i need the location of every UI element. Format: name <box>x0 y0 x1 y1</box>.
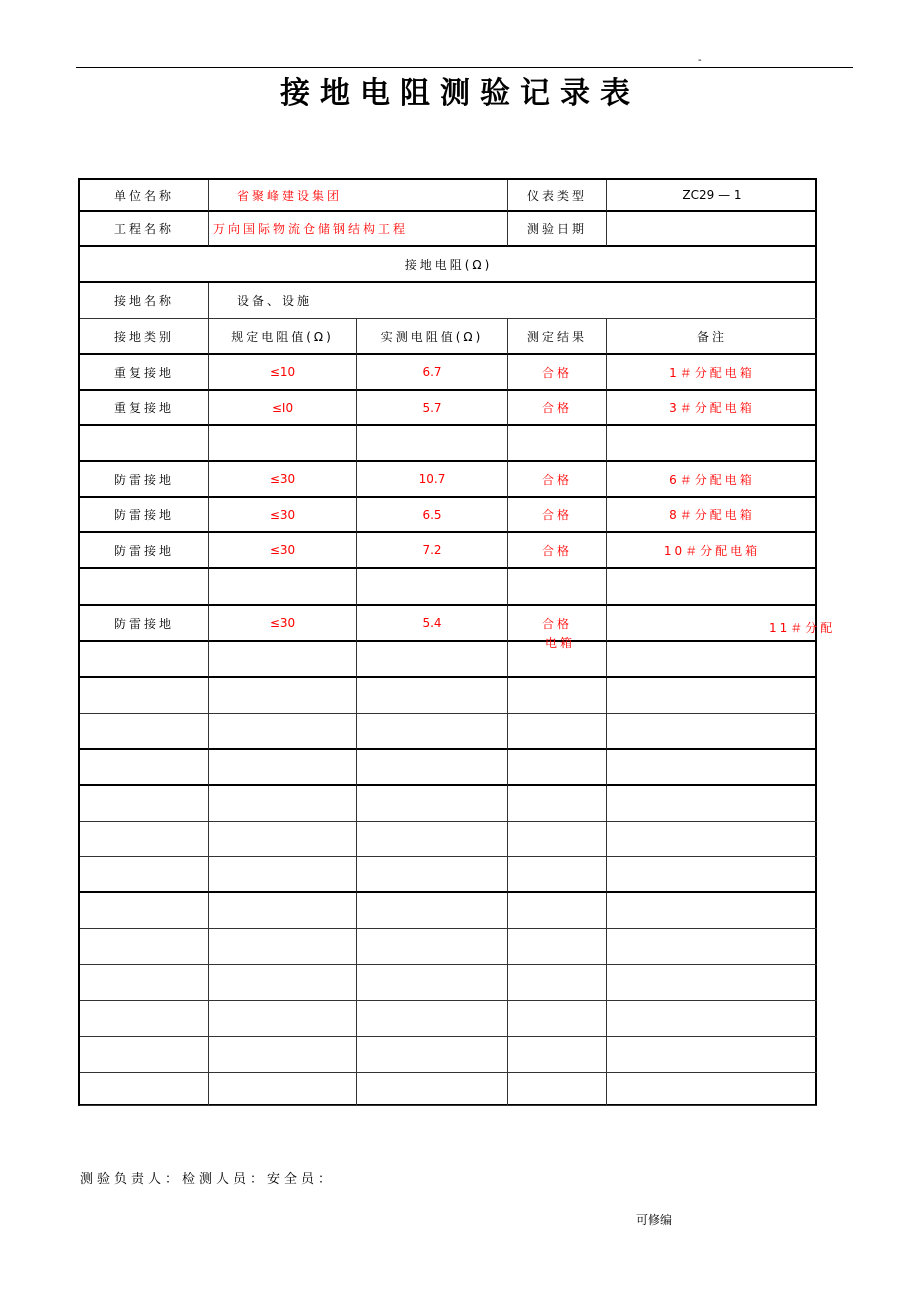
cell-remark <box>607 965 817 1001</box>
cell-result <box>508 965 607 1001</box>
cell-remark <box>607 1073 817 1106</box>
cell-measured <box>357 678 508 714</box>
cell-category <box>80 1073 209 1106</box>
cell-category <box>80 965 209 1001</box>
cell-required <box>209 965 357 1001</box>
cell-measured <box>357 498 508 533</box>
cell-required <box>209 355 357 391</box>
cell-required <box>209 857 357 893</box>
page-title: 接地电阻测验记录表 <box>280 76 640 111</box>
cell-remark-text: 3＃分配电箱 <box>669 401 755 415</box>
cell-required <box>209 786 357 822</box>
section-title <box>80 247 817 283</box>
cell-required <box>209 714 357 750</box>
cell-required <box>209 391 357 426</box>
cell-required <box>209 426 357 462</box>
cell-category <box>80 786 209 822</box>
cell-result <box>508 498 607 533</box>
cell-result-text: 合格 <box>541 401 572 415</box>
cell-required <box>209 569 357 606</box>
cell-required <box>209 462 357 498</box>
date-value <box>607 212 817 247</box>
column-header <box>80 319 209 355</box>
cell-required <box>209 1073 357 1106</box>
cell-remark-text: 6＃分配电箱 <box>669 472 755 487</box>
cell-measured <box>357 965 508 1001</box>
cell-category <box>80 462 209 498</box>
ground-name-label-text: 接地名称 <box>113 294 174 308</box>
unit-label <box>80 180 209 212</box>
cell-result <box>508 893 607 929</box>
ground-name-value-text: 设备、设施 <box>237 294 313 308</box>
project-label <box>80 212 209 247</box>
cell-result <box>508 822 607 857</box>
cell-category <box>80 929 209 965</box>
unit-value-text: 省聚峰建设集团 <box>237 188 343 203</box>
cell-result <box>508 462 607 498</box>
cell-result <box>508 1037 607 1073</box>
cell-required <box>209 1037 357 1073</box>
cell-required-text: ≤30 <box>269 616 296 630</box>
cell-category <box>80 642 209 678</box>
cell-remark <box>607 857 817 893</box>
column-header-text: 实测电阻值(Ω) <box>380 329 484 344</box>
project-value <box>209 212 508 247</box>
cell-remark <box>607 498 817 533</box>
editable-note: 可修编 <box>636 1213 673 1227</box>
cell-required <box>209 533 357 569</box>
cell-result <box>508 391 607 426</box>
cell-measured <box>357 929 508 965</box>
cell-result <box>508 569 607 606</box>
cell-required <box>209 822 357 857</box>
cell-measured <box>357 714 508 750</box>
column-header-text: 备注 <box>696 329 727 344</box>
cell-measured-text: 7.2 <box>422 543 442 557</box>
cell-measured <box>357 462 508 498</box>
instrument-value <box>607 180 817 212</box>
column-header-text: 规定电阻值(Ω) <box>231 329 334 344</box>
cell-measured <box>357 1073 508 1106</box>
cell-measured <box>357 893 508 929</box>
cell-remark <box>607 822 817 857</box>
cell-remark <box>607 642 817 678</box>
cell-category <box>80 533 209 569</box>
cell-measured <box>357 642 508 678</box>
cell-remark-text: 8＃分配电箱 <box>669 508 755 522</box>
cell-remark <box>607 426 817 462</box>
cell-category-text: 防雷接地 <box>113 508 174 522</box>
cell-result <box>508 1073 607 1106</box>
cell-required-text: ≤I0 <box>271 400 294 415</box>
cell-measured <box>357 533 508 569</box>
cell-remark <box>607 533 817 569</box>
cell-measured <box>357 1001 508 1037</box>
date-label-text: 测验日期 <box>526 222 587 236</box>
remark-overflow-wrap: 电箱 <box>545 636 576 650</box>
section-title-text: 接地电阻(Ω) <box>404 257 493 272</box>
cell-category-text: 防雷接地 <box>113 616 174 631</box>
cell-required <box>209 606 357 642</box>
cell-result-text: 合格 <box>541 508 572 522</box>
cell-category <box>80 714 209 750</box>
date-label <box>508 212 607 247</box>
remark-overflow: 11＃分配 <box>769 621 836 635</box>
instrument-label <box>508 180 607 212</box>
cell-result-text: 合格 <box>541 543 572 558</box>
column-header <box>508 319 607 355</box>
cell-category-text: 防雷接地 <box>113 543 174 558</box>
cell-required-text: ≤30 <box>269 543 296 557</box>
cell-remark <box>607 355 817 391</box>
cell-category <box>80 391 209 426</box>
cell-measured <box>357 857 508 893</box>
cell-required <box>209 498 357 533</box>
instrument-label-text: 仪表类型 <box>526 188 587 203</box>
cell-measured <box>357 569 508 606</box>
record-table <box>78 178 836 1106</box>
cell-remark <box>607 391 817 426</box>
cell-measured-text: 10.7 <box>418 472 446 486</box>
cell-category-text: 重复接地 <box>113 401 174 415</box>
cell-required <box>209 929 357 965</box>
cell-category <box>80 606 209 642</box>
cell-result-text: 合格 <box>541 472 572 487</box>
cell-category <box>80 1037 209 1073</box>
cell-category <box>80 426 209 462</box>
cell-required <box>209 678 357 714</box>
cell-measured-text: 6.5 <box>422 507 442 522</box>
cell-remark <box>607 1001 817 1037</box>
cell-remark <box>607 714 817 750</box>
cell-category <box>80 857 209 893</box>
header-mark: - <box>698 55 702 66</box>
cell-measured-text: 5.7 <box>422 400 442 415</box>
cell-remark <box>607 893 817 929</box>
unit-label-text: 单位名称 <box>113 188 174 203</box>
cell-remark <box>607 929 817 965</box>
cell-result <box>508 426 607 462</box>
cell-remark <box>607 1037 817 1073</box>
column-header <box>209 319 357 355</box>
cell-remark <box>607 569 817 606</box>
cell-required <box>209 893 357 929</box>
column-header-text: 接地类别 <box>113 329 174 344</box>
cell-result-text: 合格 <box>541 616 572 631</box>
ground-name-label <box>80 283 209 319</box>
cell-category <box>80 1001 209 1037</box>
cell-remark-text: 1＃分配电箱 <box>669 365 755 380</box>
cell-remark <box>607 462 817 498</box>
cell-measured <box>357 750 508 786</box>
cell-category <box>80 355 209 391</box>
cell-measured <box>357 1037 508 1073</box>
cell-category-text: 重复接地 <box>113 365 174 380</box>
cell-remark <box>607 750 817 786</box>
cell-required-text: ≤10 <box>269 365 296 379</box>
column-header <box>607 319 817 355</box>
cell-result <box>508 786 607 822</box>
cell-remark <box>607 786 817 822</box>
cell-result <box>508 714 607 750</box>
cell-result <box>508 750 607 786</box>
ground-name-value <box>209 283 817 319</box>
cell-result <box>508 1001 607 1037</box>
cell-measured <box>357 786 508 822</box>
cell-measured <box>357 355 508 391</box>
cell-result <box>508 533 607 569</box>
cell-measured <box>357 391 508 426</box>
cell-required <box>209 642 357 678</box>
cell-measured <box>357 606 508 642</box>
cell-category <box>80 569 209 606</box>
project-label-text: 工程名称 <box>113 222 174 236</box>
cell-category-text: 防雷接地 <box>113 472 174 487</box>
cell-category <box>80 678 209 714</box>
cell-category <box>80 893 209 929</box>
cell-category <box>80 498 209 533</box>
signature-line: 测验负责人：检测人员：安全员： <box>80 1172 336 1187</box>
cell-required <box>209 750 357 786</box>
project-value-text: 万向国际物流仓储钢结构工程 <box>213 222 409 236</box>
cell-remark-text: 10＃分配电箱 <box>663 543 761 558</box>
cell-measured <box>357 426 508 462</box>
unit-value <box>209 180 508 212</box>
cell-required-text: ≤30 <box>269 507 296 522</box>
cell-measured-text: 5.4 <box>422 616 442 630</box>
column-header-text: 测定结果 <box>526 329 587 344</box>
column-header <box>357 319 508 355</box>
cell-result-text: 合格 <box>541 365 572 380</box>
cell-category <box>80 750 209 786</box>
cell-result <box>508 857 607 893</box>
instrument-value-text: ZC29 — 1 <box>682 188 742 202</box>
cell-result <box>508 929 607 965</box>
cell-result <box>508 355 607 391</box>
cell-measured-text: 6.7 <box>422 365 442 379</box>
cell-category <box>80 822 209 857</box>
cell-required <box>209 1001 357 1037</box>
cell-measured <box>357 822 508 857</box>
cell-remark <box>607 678 817 714</box>
cell-result <box>508 678 607 714</box>
cell-required-text: ≤30 <box>269 472 296 486</box>
